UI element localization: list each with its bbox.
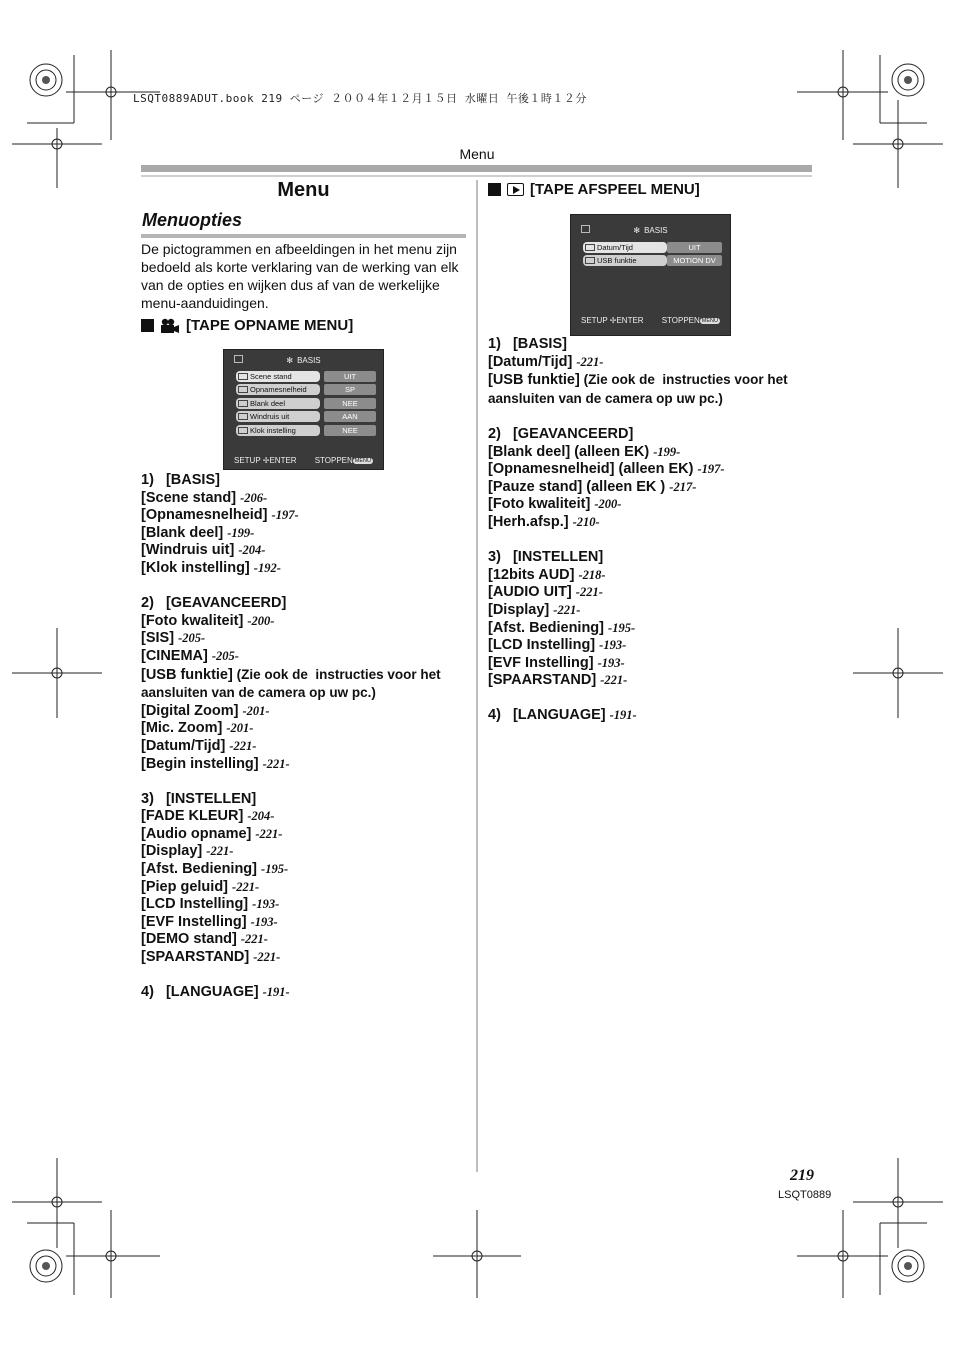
group-heading (488, 426, 818, 444)
menu-option-row (141, 808, 471, 826)
menu-option-name: [Display] (488, 601, 550, 618)
footer-stop: STOPPEN (661, 316, 700, 325)
page-reference: -221- (232, 879, 260, 894)
menu-option-row (141, 703, 471, 721)
tape-play-menu-title: [TAPE AFSPEEL MENU] (530, 181, 700, 198)
tape-record-menu-title: [TAPE OPNAME MENU] (186, 317, 354, 334)
page-reference: -192- (253, 560, 281, 575)
group-heading-text: 4) [LANGUAGE] (488, 707, 606, 724)
page-title: Menu (277, 179, 330, 201)
menu-option-row (488, 637, 818, 655)
menu-option-name: [EVF Instelling] (141, 913, 247, 930)
screen-item-label (583, 255, 667, 266)
screen-item-label (236, 371, 320, 382)
page-reference: -221- (229, 738, 257, 753)
screen-header-label: BASIS (644, 225, 668, 235)
screen-footer (224, 456, 383, 465)
page-reference: -193- (597, 655, 625, 670)
tape-play-menu-screen (570, 214, 731, 336)
page-number: 219 (790, 1167, 814, 1184)
menu-key-icon: MENU (701, 317, 718, 324)
menu-option-name: [Klok instelling] (141, 559, 250, 576)
menu-option-row (141, 684, 471, 703)
menu-option-note: aansluiten van de camera op uw pc.) (141, 685, 376, 701)
menu-option-name: [Scene stand] (141, 489, 237, 506)
menu-option-row (141, 666, 471, 685)
menu-option-row (488, 567, 818, 585)
group-heading (488, 707, 818, 725)
group-heading-text: 2) [GEAVANCEERD] (141, 595, 287, 612)
screen-item-value: SP (324, 384, 376, 395)
menu-option-row (141, 630, 471, 648)
menu-option-row (141, 648, 471, 666)
menu-option-name: [SIS] (141, 630, 175, 647)
footer-stop: STOPPEN (314, 456, 353, 465)
black-square-icon (141, 319, 154, 332)
video-camera-icon (160, 318, 180, 334)
menu-option-row (141, 879, 471, 897)
group-heading (141, 791, 471, 809)
screen-item-value: UIT (667, 242, 722, 253)
page-reference: -197- (697, 462, 725, 477)
group-heading-text: 1) [BASIS] (141, 472, 220, 488)
menu-option-row (488, 479, 818, 497)
menu-option-row (141, 525, 471, 543)
menu-option-name: [Mic. Zoom] (141, 720, 223, 737)
menu-option-row (141, 931, 471, 949)
page-reference: -221- (240, 932, 268, 947)
menu-option-name: [12bits AUD] (488, 566, 575, 583)
menu-option-row (141, 560, 471, 578)
menu-option-row (141, 738, 471, 756)
menu-option-row (488, 514, 818, 532)
menu-option-row (141, 896, 471, 914)
menu-item-icon (238, 386, 248, 393)
page-reference: -193- (252, 897, 280, 912)
screen-item-text: USB funktie (597, 256, 637, 266)
page-reference: -206- (240, 490, 268, 505)
play-icon (507, 183, 524, 196)
menu-option-name: [Datum/Tijd] (488, 353, 573, 370)
screen-menu-item (224, 397, 383, 410)
list-spacer (488, 408, 818, 426)
column-divider (476, 180, 478, 1172)
menu-option-row (141, 613, 471, 631)
menu-item-icon (238, 413, 248, 420)
page-reference: -200- (594, 497, 622, 512)
menu-option-name: [Datum/Tijd] (141, 737, 226, 754)
page-reference: -210- (572, 514, 600, 529)
menu-option-name: [CINEMA] (141, 647, 208, 664)
footer-enter: ENTER (616, 316, 644, 325)
menu-option-name: [Foto kwaliteit] (488, 496, 591, 513)
footer-enter: ENTER (269, 456, 297, 465)
page-reference: -195- (608, 620, 636, 635)
tape-play-menu-heading (488, 181, 700, 198)
list-spacer (141, 967, 471, 985)
tape-record-menu-screen (223, 349, 384, 470)
menu-item-icon (238, 373, 248, 380)
menu-option-name: [DEMO stand] (141, 931, 237, 948)
page-reference: -221- (255, 826, 283, 841)
menu-option-name: [SPAARSTAND] (141, 949, 250, 966)
menu-option-name: [Begin instelling] (141, 755, 259, 772)
person-icon: ✻ (633, 225, 641, 235)
document-code: LSQT0889 (778, 1189, 832, 1201)
section-subtitle: Menuopties (142, 210, 243, 230)
menu-option-name: [Blank deel] (alleen EK) (488, 443, 650, 460)
left-menu-list (141, 472, 471, 1002)
header-rule-thin (141, 175, 812, 177)
menu-option-row (141, 542, 471, 560)
screen-item-text: Windruis uit (250, 412, 290, 422)
menu-option-name: [Foto kwaliteit] (141, 612, 244, 629)
menu-option-row (141, 949, 471, 967)
screen-header (224, 350, 383, 370)
page-reference: -205- (211, 648, 239, 663)
playback-mode-icon (581, 225, 590, 233)
menu-option-row (488, 655, 818, 673)
black-square-icon (488, 183, 501, 196)
screen-item-list (571, 241, 730, 268)
screen-menu-item (224, 383, 383, 396)
group-heading (488, 336, 818, 354)
screen-item-label (583, 242, 667, 253)
menu-option-row (488, 461, 818, 479)
menu-item-icon (585, 244, 595, 251)
menu-option-name: [LCD Instelling] (141, 896, 249, 913)
menu-option-name: [USB funktie] (141, 666, 233, 683)
page-reference: -217- (669, 479, 697, 494)
menu-option-name: [Windruis uit] (141, 542, 235, 559)
group-heading (141, 984, 471, 1002)
group-heading (141, 472, 471, 490)
menu-option-name: [LCD Instelling] (488, 637, 596, 654)
screen-item-value: NEE (324, 398, 376, 409)
menu-item-icon (238, 427, 248, 434)
menu-item-icon (585, 257, 595, 264)
subtitle-rule (141, 234, 466, 238)
page-reference: -221- (253, 950, 281, 965)
menu-option-row (488, 354, 818, 372)
menu-option-name: [SPAARSTAND] (488, 672, 597, 689)
page-reference: -195- (261, 862, 289, 877)
footer-setup: SETUP (581, 316, 608, 325)
group-heading-text: 2) [GEAVANCEERD] (488, 425, 634, 442)
page-reference: -204- (238, 543, 266, 558)
menu-option-name: [EVF Instelling] (488, 654, 594, 671)
header-rule (141, 165, 812, 172)
menu-option-row (141, 490, 471, 508)
page-reference: -221- (576, 354, 604, 369)
screen-item-value: NEE (324, 425, 376, 436)
screen-item-value: AAN (324, 411, 376, 422)
menu-option-name: [Digital Zoom] (141, 702, 239, 719)
group-heading (141, 595, 471, 613)
screen-item-label (236, 398, 320, 409)
menu-option-name: [Audio opname] (141, 825, 252, 842)
menu-option-row (141, 756, 471, 774)
screen-item-text: Klok instelling (250, 425, 296, 435)
page-reference: -205- (178, 631, 206, 646)
list-spacer (488, 532, 818, 550)
menu-option-row (488, 602, 818, 620)
right-menu-list (488, 336, 818, 725)
page-reference: -200- (247, 613, 275, 628)
screen-footer (571, 316, 730, 325)
intro-paragraph: De pictogrammen en afbeeldingen in het menu zijn bedoeld als korte verklaring van de werking van elk van de opties en wijken dus af van de werkelijke menu-aanduidingen. (141, 241, 459, 311)
menu-option-name: [FADE KLEUR] (141, 808, 244, 825)
menu-option-row (141, 507, 471, 525)
menu-option-row (488, 390, 818, 409)
menu-option-row (488, 620, 818, 638)
menu-option-name: [Pauze stand] (alleen EK ) (488, 478, 666, 495)
page-reference: -221- (553, 602, 581, 617)
screen-header-label: BASIS (297, 355, 321, 365)
menu-option-row (141, 914, 471, 932)
page-reference: -221- (600, 673, 628, 688)
screen-menu-item (224, 424, 383, 437)
menu-key-icon: MENU (354, 457, 371, 464)
menu-option-row (141, 843, 471, 861)
page-reference: -197- (271, 508, 299, 523)
list-spacer (141, 578, 471, 596)
screen-item-text: Datum/Tijd (597, 243, 633, 252)
group-heading-text: 1) [BASIS] (488, 336, 567, 352)
page-reference: -221- (262, 756, 290, 771)
menu-option-row (488, 444, 818, 462)
menu-option-note: (Zie ook de instructies voor het (579, 372, 788, 388)
person-icon: ✻ (286, 355, 294, 365)
page-reference: -191- (262, 985, 290, 1000)
camera-mode-icon (234, 355, 243, 363)
menu-option-name: [Opnamesnelheid] (141, 507, 268, 524)
page-reference: -193- (250, 914, 278, 929)
page-reference: -199- (653, 444, 681, 459)
screen-menu-item (224, 370, 383, 383)
menu-option-row (488, 371, 818, 390)
screen-item-label (236, 425, 320, 436)
crop-header-text: LSQT0889ADUT.book 219 ページ ２００４年１２月１５日 水曜日 午後１時１２分 (133, 92, 587, 105)
menu-option-name: [USB funktie] (488, 372, 580, 389)
page-reference: -193- (599, 638, 627, 653)
page-reference: -221- (206, 844, 234, 859)
menu-option-name: [AUDIO UIT] (488, 584, 572, 601)
screen-item-label (236, 411, 320, 422)
screen-item-value: MOTION DV (667, 255, 722, 266)
group-heading-text: 4) [LANGUAGE] (141, 984, 259, 1001)
page-reference: -199- (227, 525, 255, 540)
page-reference: -221- (575, 585, 603, 600)
menu-option-row (488, 672, 818, 690)
page-reference: -204- (247, 809, 275, 824)
page-reference: -218- (578, 567, 606, 582)
footer-setup: SETUP (234, 456, 261, 465)
menu-option-name: [Piep geluid] (141, 878, 228, 895)
joystick-icon: ✢ (262, 456, 270, 465)
list-spacer (141, 773, 471, 791)
group-heading-text: 3) [INSTELLEN] (488, 549, 604, 566)
menu-option-row (141, 720, 471, 738)
menu-option-name: [Herh.afsp.] (488, 513, 569, 530)
menu-option-name: [Afst. Bediening] (141, 861, 257, 878)
running-header: Menu (459, 146, 495, 162)
screen-menu-item (224, 410, 383, 423)
group-heading (488, 549, 818, 567)
screen-menu-item (571, 254, 730, 267)
menu-option-row (488, 584, 818, 602)
screen-item-list (224, 370, 383, 437)
menu-option-row (141, 826, 471, 844)
group-heading-text: 3) [INSTELLEN] (141, 790, 257, 807)
menu-option-name: [Opnamesnelheid] (alleen EK) (488, 461, 694, 478)
menu-option-row (141, 861, 471, 879)
menu-option-name: [Display] (141, 843, 203, 860)
joystick-icon: ✢ (609, 316, 617, 325)
screen-menu-item (571, 241, 730, 254)
screen-item-text: Scene stand (250, 372, 292, 381)
screen-item-text: Blank deel (250, 398, 286, 408)
menu-option-name: [Blank deel] (141, 524, 224, 541)
menu-option-note: aansluiten van de camera op uw pc.) (488, 390, 723, 406)
tape-record-menu-heading (141, 317, 353, 334)
menu-option-row (488, 496, 818, 514)
screen-item-value: UIT (324, 371, 376, 382)
list-spacer (488, 690, 818, 708)
page-reference: -201- (226, 721, 254, 736)
screen-item-text: Opnamesnelheid (250, 385, 307, 395)
screen-item-label (236, 384, 320, 395)
page-reference: -191- (609, 708, 637, 723)
menu-option-note: (Zie ook de instructies voor het (232, 666, 441, 682)
page-reference: -201- (242, 703, 270, 718)
menu-item-icon (238, 400, 248, 407)
menu-option-name: [Afst. Bediening] (488, 619, 604, 636)
